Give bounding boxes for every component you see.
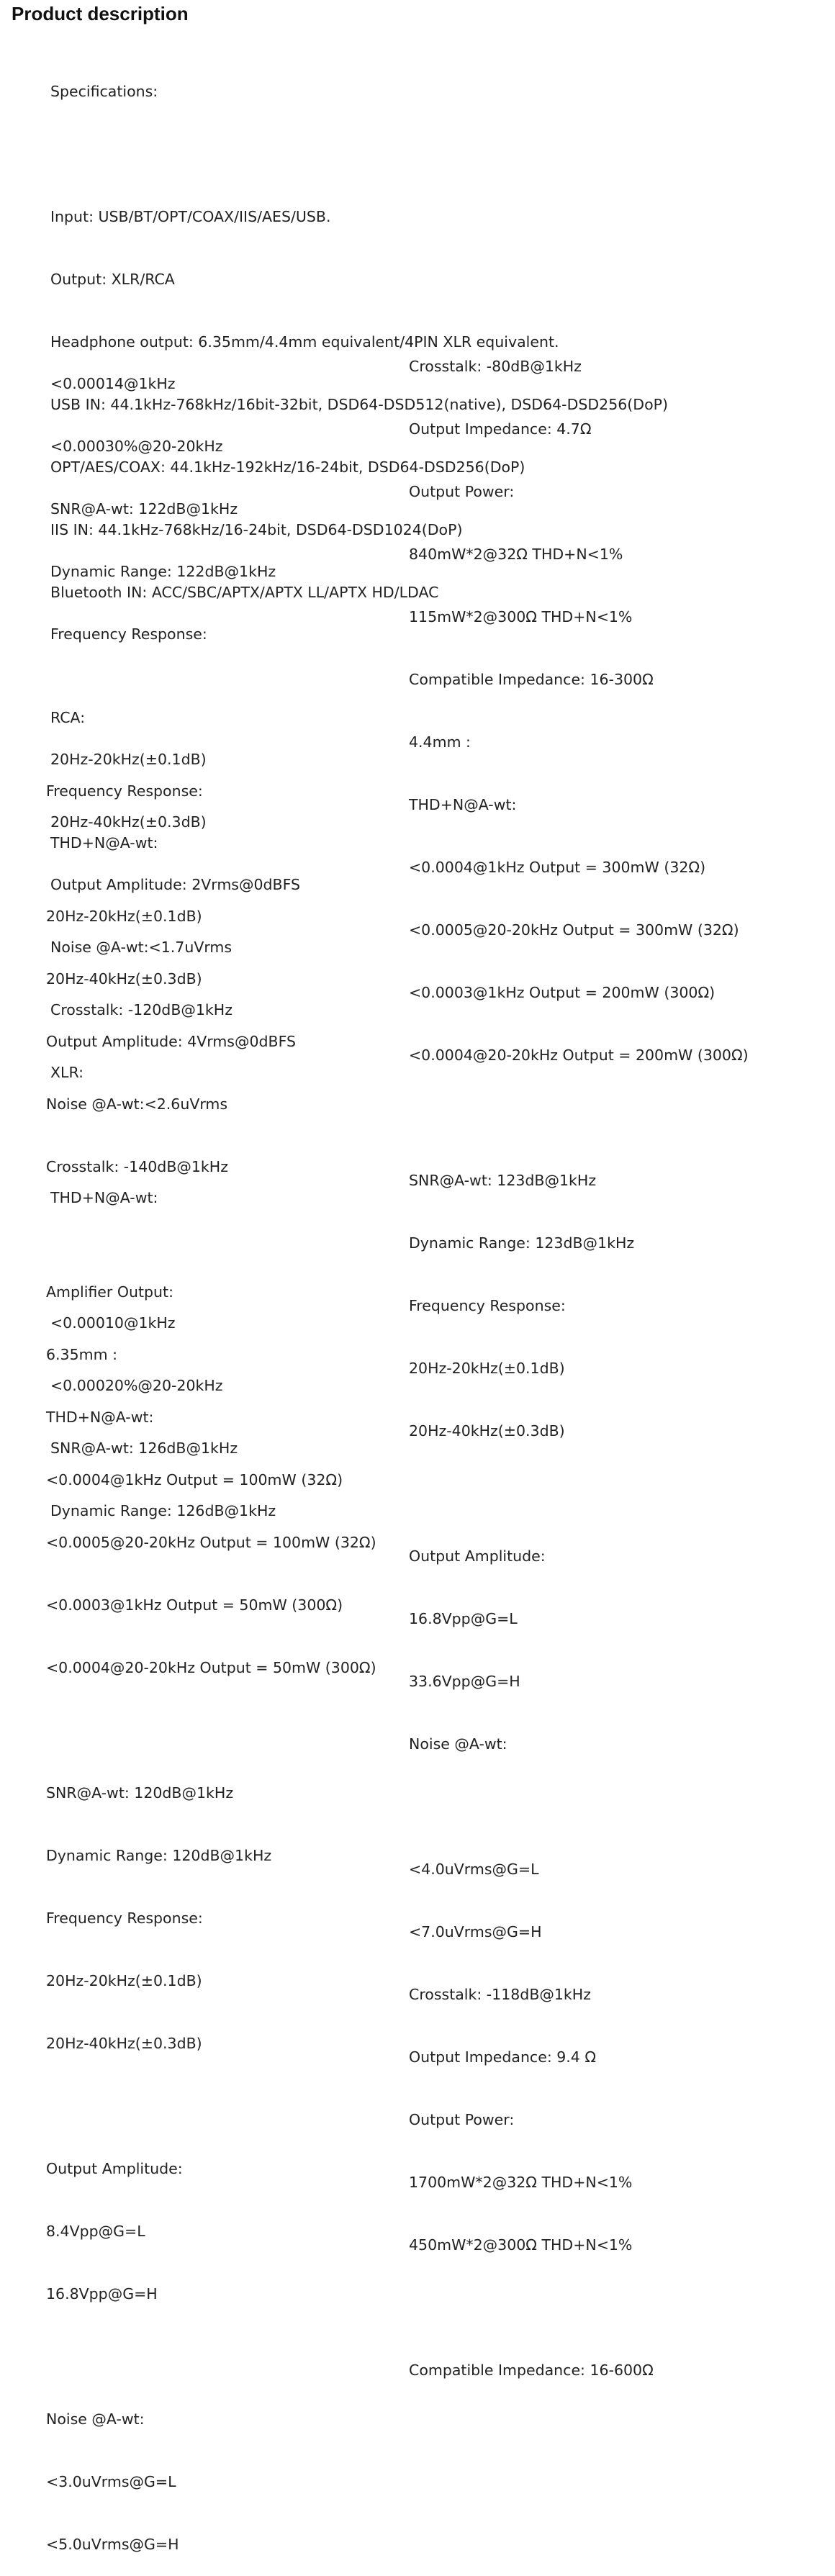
spec-line: USB IN: 44.1kHz-768kHz/16bit-32bit, DSD64-DSD512(native), DSD64-DSD256(DoP)	[50, 396, 668, 413]
spec-line: Noise @A-wt:<1.7uVrms	[50, 939, 233, 956]
spec-line	[409, 1108, 749, 1129]
spec-line: 20Hz-40kHz(±0.3dB)	[409, 1422, 565, 1440]
spec-line: <0.0004@20-20kHz Output = 50mW (300Ω)	[46, 1659, 376, 1676]
spec-line: Compatible Impedance: 16-300Ω	[409, 671, 654, 688]
spec-line: Output Amplitude:	[409, 1547, 546, 1565]
spec-line	[409, 1483, 749, 1504]
spec-line	[46, 1219, 376, 1240]
spec-line: <0.0005@20-20kHz Output = 300mW (32Ω)	[409, 921, 739, 939]
spec-line: Noise @A-wt:	[46, 2410, 145, 2428]
spec-line: Noise @A-wt:<2.6uVrms	[46, 1095, 228, 1113]
spec-line: <0.0003@1kHz Output = 50mW (300Ω)	[46, 1596, 343, 1614]
spec-line: 16.8Vpp@G=H	[46, 2285, 158, 2302]
spec-line: Dynamic Range: 122dB@1kHz	[50, 563, 276, 580]
spec-line: Output Power:	[409, 483, 515, 500]
spec-line: 6.35mm :	[46, 1346, 118, 1363]
spec-line: <7.0uVrms@G=H	[409, 1923, 542, 1940]
spec-line: Amplifier Output:	[46, 1283, 173, 1301]
spec-line: <3.0uVrms@G=L	[46, 2473, 176, 2490]
spec-line: Output Amplitude: 2Vrms@0dBFS	[50, 876, 301, 893]
spec-line: <0.0004@1kHz Output = 300mW (32Ω)	[409, 859, 706, 876]
spec-line: Dynamic Range: 120dB@1kHz	[46, 1847, 272, 1864]
spec-line: <0.00010@1kHz	[50, 1314, 176, 1332]
spec-line: Output Impedance: 4.7Ω	[409, 420, 592, 438]
xlr-amplifier-specs-block	[46, 739, 376, 2576]
spec-line: SNR@A-wt: 122dB@1kHz	[50, 500, 238, 518]
spec-line: 8.4Vpp@G=L	[46, 2223, 145, 2240]
spec-line: Output Amplitude: 4Vrms@0dBFS	[46, 1033, 297, 1050]
spec-line: Bluetooth IN: ACC/SBC/APTX/APTX LL/APTX HD/LDAC	[50, 584, 439, 601]
spec-line: Output: XLR/RCA	[50, 271, 175, 288]
spec-line: Crosstalk: -120dB@1kHz	[50, 1001, 233, 1018]
spec-line: THD+N@A-wt:	[50, 834, 158, 851]
spec-line	[409, 2297, 749, 2318]
page-title: Product description	[12, 3, 189, 24]
spec-line: Crosstalk: -118dB@1kHz	[409, 1986, 591, 2003]
spec-line: Output Power:	[409, 2111, 515, 2128]
spec-line	[50, 687, 300, 708]
spec-line: 20Hz-20kHz(±0.1dB)	[409, 1360, 565, 1377]
spec-line: 20Hz-20kHz(±0.1dB)	[46, 908, 202, 925]
spec-line: Compatible Impedance: 16-600Ω	[409, 2362, 654, 2379]
spec-line: Dynamic Range: 126dB@1kHz	[50, 1502, 276, 1519]
spec-line	[409, 1797, 749, 1817]
spec-line: Input: USB/BT/OPT/COAX/IIS/AES/USB.	[50, 208, 331, 225]
spec-line: XLR:	[50, 1064, 84, 1081]
spec-line: THD+N@A-wt:	[50, 1189, 158, 1206]
spec-line: 16.8Vpp@G=L	[409, 1610, 518, 1627]
spec-line: THD+N@A-wt:	[409, 796, 517, 813]
spec-line: RCA:	[50, 709, 86, 726]
spec-line: Crosstalk: -140dB@1kHz	[46, 1158, 228, 1175]
spec-line: Frequency Response:	[46, 1910, 203, 1927]
spec-line: <0.0004@20-20kHz Output = 200mW (300Ω)	[409, 1047, 749, 1064]
spec-line: 450mW*2@300Ω THD+N<1%	[409, 2236, 633, 2254]
spec-line: 20Hz-40kHz(±0.3dB)	[50, 813, 207, 831]
spec-line: SNR@A-wt: 120dB@1kHz	[46, 1784, 234, 1802]
spec-line: 20Hz-40kHz(±0.3dB)	[46, 970, 202, 988]
spec-line: <0.0005@20-20kHz Output = 100mW (32Ω)	[46, 1534, 376, 1551]
spec-line: 20Hz-20kHz(±0.1dB)	[50, 751, 207, 768]
spec-line: Frequency Response:	[409, 1297, 566, 1314]
spec-line: OPT/AES/COAX: 44.1kHz-192kHz/16-24bit, DSD64-DSD256(DoP)	[50, 458, 525, 476]
spec-line: Frequency Response:	[50, 625, 207, 643]
spec-line: <0.0004@1kHz Output = 100mW (32Ω)	[46, 1471, 343, 1488]
spec-line: 33.6Vpp@G=H	[409, 1673, 520, 1690]
spec-line: <0.00020%@20-20kHz	[50, 1377, 223, 1394]
spec-line: Frequency Response:	[46, 782, 203, 800]
spec-line: Crosstalk: -80dB@1kHz	[409, 358, 582, 375]
spec-line: 1700mW*2@32Ω THD+N<1%	[409, 2174, 633, 2191]
spec-line: SNR@A-wt: 126dB@1kHz	[50, 1440, 238, 1457]
spec-line	[46, 2096, 376, 2117]
spec-line: Noise @A-wt:	[409, 1735, 507, 1753]
spec-line: Dynamic Range: 123dB@1kHz	[409, 1234, 635, 1252]
spec-line: SNR@A-wt: 123dB@1kHz	[409, 1172, 597, 1189]
spec-line: IIS IN: 44.1kHz-768kHz/16-24bit, DSD64-DSD1024(DoP)	[50, 521, 463, 538]
spec-line: <4.0uVrms@G=L	[409, 1861, 539, 1878]
spec-line	[50, 144, 668, 165]
spec-line: Headphone output: 6.35mm/4.4mm equivalent/4PIN XLR equivalent.	[50, 333, 559, 351]
spec-line: <0.00014@1kHz	[50, 375, 176, 392]
spec-line: 20Hz-40kHz(±0.3dB)	[46, 2035, 202, 2052]
spec-line: 20Hz-20kHz(±0.1dB)	[46, 1972, 202, 1989]
spec-line	[46, 1720, 376, 1741]
spec-line	[46, 2346, 376, 2367]
spec-line: Output Impedance: 9.4 Ω	[409, 2048, 597, 2066]
spec-line: <5.0uVrms@G=H	[46, 2536, 179, 2553]
spec-line: <0.0003@1kHz Output = 200mW (300Ω)	[409, 984, 716, 1001]
spec-line: THD+N@A-wt:	[46, 1409, 154, 1426]
spec-line: 115mW*2@300Ω THD+N<1%	[409, 608, 633, 625]
spec-line: Output Amplitude:	[46, 2160, 183, 2177]
spec-line: 4.4mm :	[409, 733, 471, 751]
spec-line: Specifications:	[50, 83, 158, 100]
spec-line	[46, 844, 376, 864]
spec-line: 840mW*2@32Ω THD+N<1%	[409, 546, 623, 563]
spec-line: <0.00030%@20-20kHz	[50, 438, 223, 455]
headphone-specs-block	[409, 315, 749, 2402]
